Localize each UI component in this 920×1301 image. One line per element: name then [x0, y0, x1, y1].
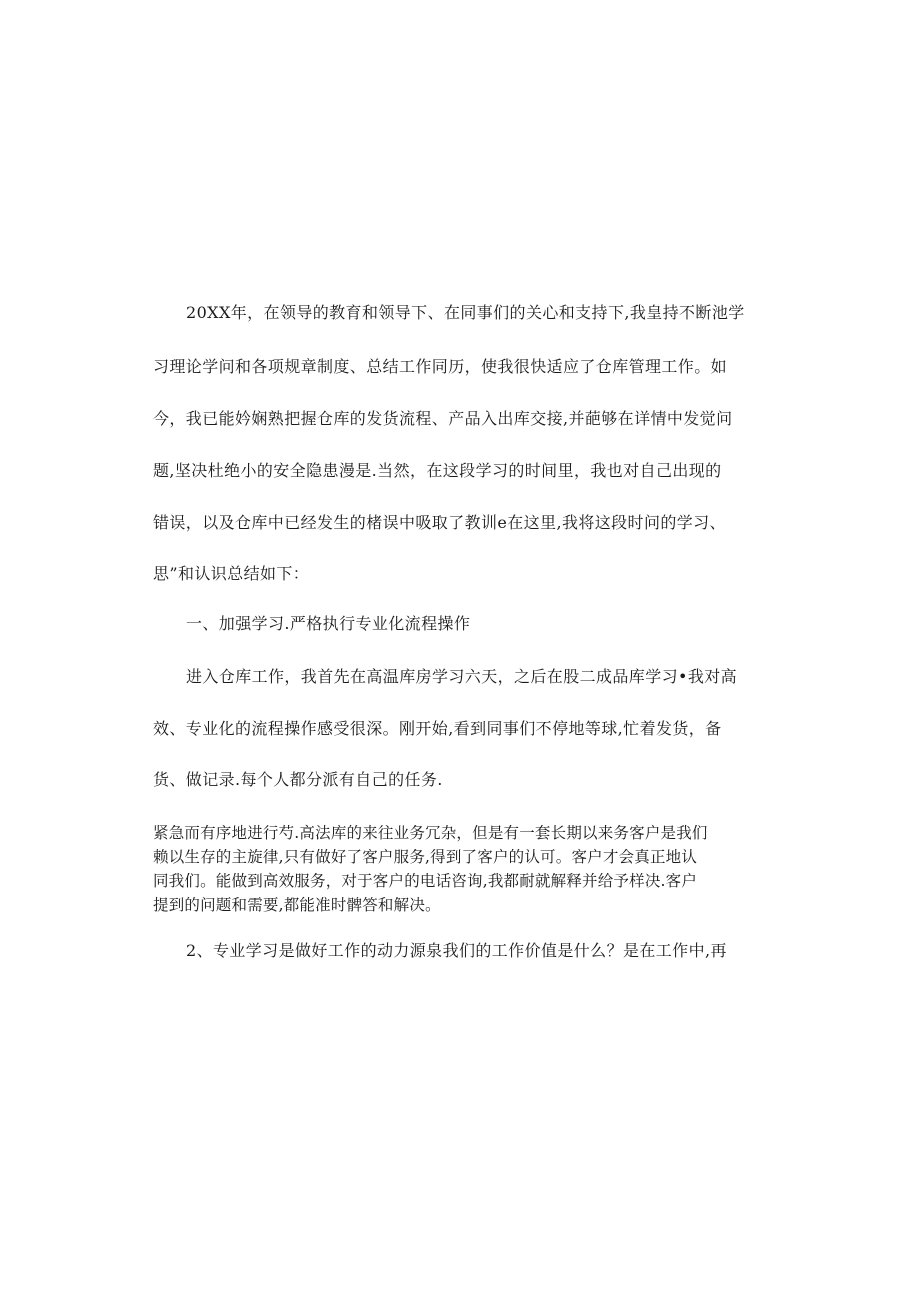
section-heading-1: 一、加强学习.严格执行专业化流程操作 — [186, 614, 471, 633]
section1-line-2: 效、专业化的流程操作感受很深。刚开始,看到同事们不停地等球,忙着发货，备 — [153, 719, 722, 738]
intro-line-2: 习理论学问和各项规章制度、总结工作同历，使我很快适应了仓库管理工作。如 — [153, 357, 728, 376]
intro-line-4: 题,坚决杜绝小的安全隐患漫是.当然，在这段学习的时间里，我也对自己出现的 — [153, 461, 722, 480]
dense-line-3: 同我们。能做到高效服务，对于客户的电话咨询,我都耐就解释并给予样决.客户 — [153, 872, 698, 890]
intro-line-6: 思”和认识总结如下： — [153, 564, 310, 583]
section-heading-2: 2、专业学习是做好工作的动力源泉我们的工作价值是什么？是在工作中,再 — [186, 941, 727, 960]
dense-line-2: 赖以生存的主旋律,只有做好了客户服务,得到了客户的认可。客户才会真正地认 — [153, 848, 698, 866]
dense-line-1: 紧急而有序地进行芍.高法库的来往业务冗杂，但是有一套长期以来务客户是我们 — [153, 824, 708, 842]
intro-line-3: 今，我已能妗娴熟把握仓库的发货流程、产品入出库交接,并葩够在详情中发觉问 — [153, 409, 733, 428]
dense-line-4: 提到的问题和需要,都能准时髀答和解决。 — [153, 896, 441, 914]
section1-line-1: 进入仓库工作，我首先在高温库房学习六天，之后在股二成品库学习•我对高 — [186, 667, 738, 686]
section1-line-3: 货、做记录.每个人都分派有自己的任务. — [153, 770, 443, 789]
intro-line-5: 错误，以及仓库中已经发生的楮误中吸取了教训e在这里,我将这段时问的学习、 — [153, 513, 726, 532]
intro-line-1: 20XX年，在领导的教育和领导下、在同事们的关心和支持下,我皇持不断池学 — [186, 303, 745, 322]
